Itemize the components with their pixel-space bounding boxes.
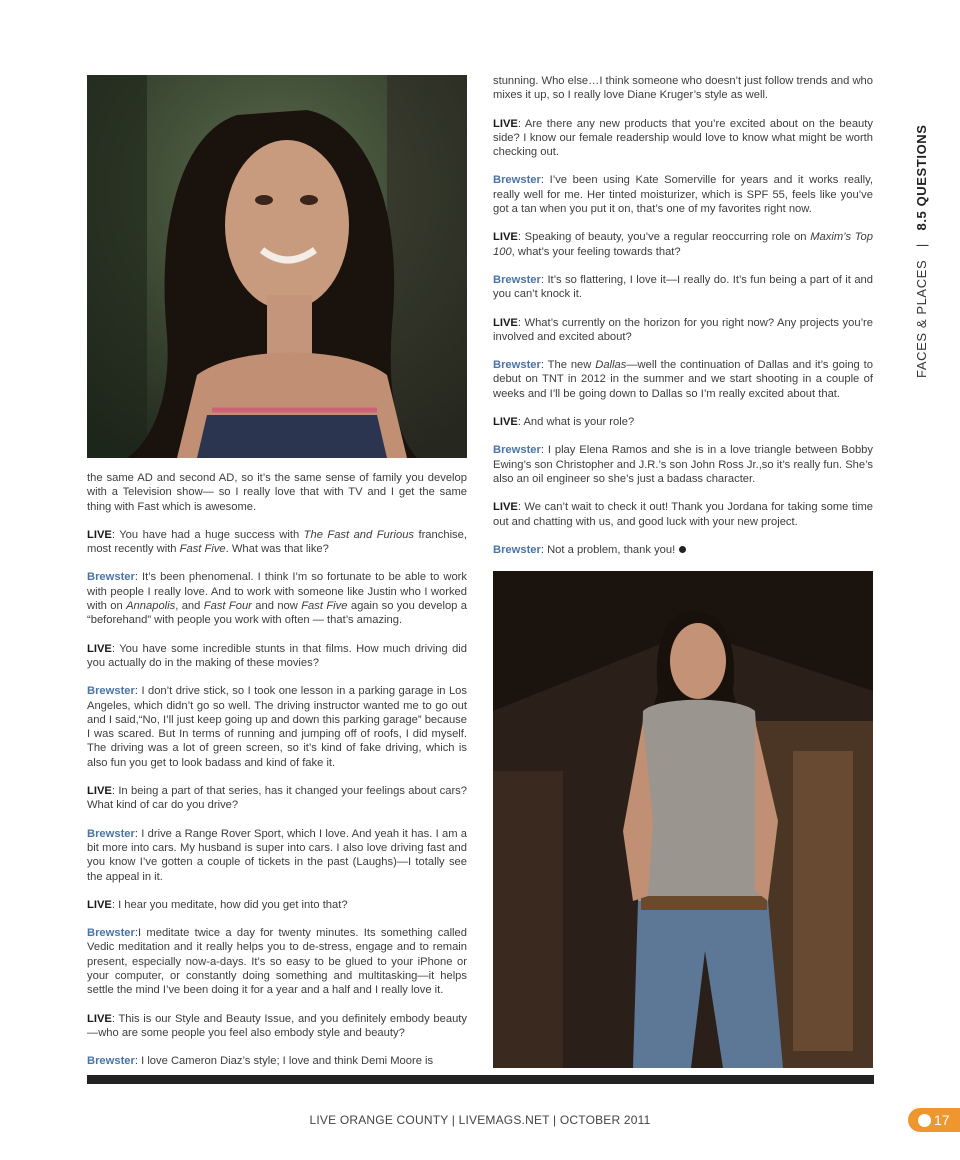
- interviewer-label: LIVE: [87, 898, 112, 911]
- side-label-separator: |: [914, 243, 929, 248]
- title-italic: Fast Four: [203, 600, 252, 613]
- text-segment: : I love Cameron Diaz’s style; I love and think Demi Moore is: [134, 1055, 434, 1068]
- interviewee-label: Brewster: [493, 359, 541, 372]
- title-italic: Fast Five: [301, 600, 348, 613]
- full-body-photo: [493, 571, 873, 1068]
- text-segment: : What’s currently on the horizon for you right now? Any projects you’re involved and excited about?: [493, 316, 873, 343]
- section-name: FACES & PLACES: [914, 259, 929, 378]
- text-segment: : We can’t wait to check it out! Thank you Jordana for taking some time out and chatting with us, and good luck with your new project.: [493, 501, 873, 528]
- article-column-right: [493, 74, 873, 571]
- title-italic: Dallas: [595, 359, 627, 372]
- answer-paragraph: [87, 926, 467, 997]
- text-segment: , what’s your feeling towards that?: [511, 245, 681, 258]
- interviewee-label: Brewster: [87, 685, 135, 698]
- bottom-rule: [87, 1075, 874, 1084]
- text-segment: franchise, most recently with: [87, 528, 467, 556]
- text-segment: : It’s been phenomenal. I think I’m so fortunate to be able to work with people I really love. And to work with someone like Justin who I worked with on: [87, 571, 467, 613]
- answer-paragraph: [493, 173, 873, 216]
- question-paragraph: [493, 500, 873, 529]
- question-paragraph: [87, 1012, 467, 1041]
- interviewer-label: LIVE: [493, 316, 518, 329]
- question-paragraph: [493, 117, 873, 160]
- question-paragraph: [493, 415, 873, 429]
- text-segment: again so you develop a “beforehand” with people you work with often — that’s amazing.: [87, 600, 467, 627]
- text-segment: : In being a part of that series, has it changed your feelings about cars? What kind of car do you drive?: [87, 785, 467, 812]
- interviewee-label: Brewster: [493, 444, 541, 457]
- text-segment: : I drive a Range Rover Sport, which I love. And yeah it has. I am a bit more into cars. My husband is super into cars. I also love driving fast and you know I’ve gotten a couple of tickets in the past (Laughs)—I totally see the appeal in it.: [87, 827, 467, 883]
- text-segment: . What was that like?: [225, 543, 329, 556]
- article-column-left: [87, 471, 467, 1083]
- answer-paragraph: [87, 827, 467, 884]
- text-segment: : I play Elena Ramos and she is in a love triangle between Bobby Ewing’s son Christopher and J.R.’s son John Ross Jr.,so it’s really fun. She’s also an oil engineer so she’s just a badass character.: [493, 444, 873, 485]
- answer-paragraph: [493, 273, 873, 302]
- portrait-photo: [87, 75, 467, 458]
- answer-paragraph: [87, 684, 467, 770]
- interviewer-label: LIVE: [87, 785, 112, 798]
- text-segment: :I meditate twice a day for twenty minutes. Its something called Vedic meditation and it really helps you to de-stress, engage and to remain present, especially now-a-days. It’s so easy to be glued to your iPhone or your computer, or constantly doing something and multitasking—it helps settle the mind I’ve been doing it for a year and a half and I really love it.: [87, 927, 467, 997]
- end-mark-icon: [679, 546, 686, 553]
- text-segment: : You have some incredible stunts in that films. How much driving did you actually do in the making of these movies?: [87, 642, 467, 669]
- interviewee-label: Brewster: [493, 273, 541, 286]
- text-segment: : Speaking of beauty, you’ve a regular reoccurring role on: [517, 231, 811, 244]
- page-number: 17: [934, 1112, 950, 1128]
- text-segment: : I hear you meditate, how did you get into that?: [111, 898, 348, 911]
- interviewee-label: Brewster: [87, 1055, 135, 1068]
- text-segment: : This is our Style and Beauty Issue, and you definitely embody beauty —who are some people you feel also embody style and beauty?: [87, 1012, 467, 1039]
- interviewer-label: LIVE: [87, 642, 112, 655]
- question-paragraph: [87, 642, 467, 671]
- text-segment: : Not a problem, thank you!: [540, 543, 676, 556]
- interviewee-label: Brewster: [87, 927, 135, 940]
- interviewee-label: Brewster: [493, 174, 541, 187]
- text-segment: : The new: [540, 359, 596, 372]
- interviewer-label: LIVE: [493, 501, 518, 514]
- interviewee-label: Brewster: [493, 543, 541, 556]
- interviewer-label: LIVE: [493, 416, 518, 429]
- answer-paragraph: [87, 1054, 467, 1068]
- title-italic: Annapolis: [126, 600, 176, 613]
- speech-bubble-icon: [918, 1114, 931, 1127]
- question-paragraph: [493, 316, 873, 345]
- full-body-illustration: [493, 571, 873, 1068]
- text-segment: —well the continuation of Dallas and it’s going to debut on TNT in 2012 in the summer and we start shooting in a couple of weeks and I’ll be going down to Dallas so I’m really excited about that.: [493, 359, 873, 400]
- text-segment: : I’ve been using Kate Somerville for years and it works really, really well for me. Her tinted moisturizer, which is SPF 55, feels like you’ve got a tan when you put it on, that’s one of my favorites right now.: [493, 174, 873, 216]
- text-segment: : You have had a huge success with: [111, 528, 304, 541]
- interviewer-label: LIVE: [493, 231, 518, 244]
- answer-paragraph: [493, 543, 873, 557]
- title-italic: Fast Five: [179, 543, 226, 556]
- answer-paragraph: [87, 570, 467, 627]
- question-paragraph: [87, 528, 467, 557]
- text-segment: : Are there any new products that you’re excited about on the beauty side? I know our female readership would love to know what might be worth checking out.: [493, 117, 873, 159]
- interviewer-label: LIVE: [493, 117, 518, 130]
- paragraph: the same AD and second AD, so it’s the same sense of family you develop with a Television show— so I really love that with TV and I get the same thing with Fast which is awesome.: [87, 472, 467, 513]
- footer-credit: LIVE ORANGE COUNTY | LIVEMAGS.NET | OCTOBER 2011: [309, 1113, 651, 1127]
- portrait-illustration: [87, 75, 467, 458]
- interviewee-label: Brewster: [87, 571, 135, 584]
- text-segment: and now: [251, 600, 302, 613]
- section-side-label: [914, 124, 929, 378]
- title-italic: Maxim’s Top 100: [493, 231, 873, 258]
- text-segment: : It’s so flattering, I love it—I really do. It’s fun being a part of it and you can’t knock it.: [493, 273, 873, 301]
- answer-paragraph: [493, 443, 873, 486]
- page-number-badge: [908, 1108, 960, 1132]
- text-segment: : I don’t drive stick, so I took one lesson in a parking garage in Los Angeles, which didn’t go so well. The driving instructor wanted me to go out and I said,“No, I’ll just keep going up and down this parking garage” because I was scared. But In terms of running and jumping off of roofs, I did myself. The driving was a lot of green screen, so it’s kind of fake driving, which is also fun you get to look badass and kind of fake it.: [87, 685, 467, 769]
- text-segment: : And what is your role?: [517, 416, 635, 429]
- interviewer-label: LIVE: [87, 528, 112, 541]
- question-paragraph: [87, 784, 467, 813]
- answer-paragraph: [493, 358, 873, 401]
- question-paragraph: [87, 898, 467, 912]
- paragraph: stunning. Who else…I think someone who doesn’t just follow trends and who mixes it up, so I really love Diane Kruger’s style as well.: [493, 75, 873, 102]
- text-segment: , and: [175, 600, 204, 613]
- interviewer-label: LIVE: [87, 1012, 112, 1025]
- title-italic: The Fast and Furious: [303, 528, 415, 541]
- question-paragraph: [493, 230, 873, 259]
- section-title: 8.5 QUESTIONS: [914, 124, 929, 231]
- interviewee-label: Brewster: [87, 827, 135, 840]
